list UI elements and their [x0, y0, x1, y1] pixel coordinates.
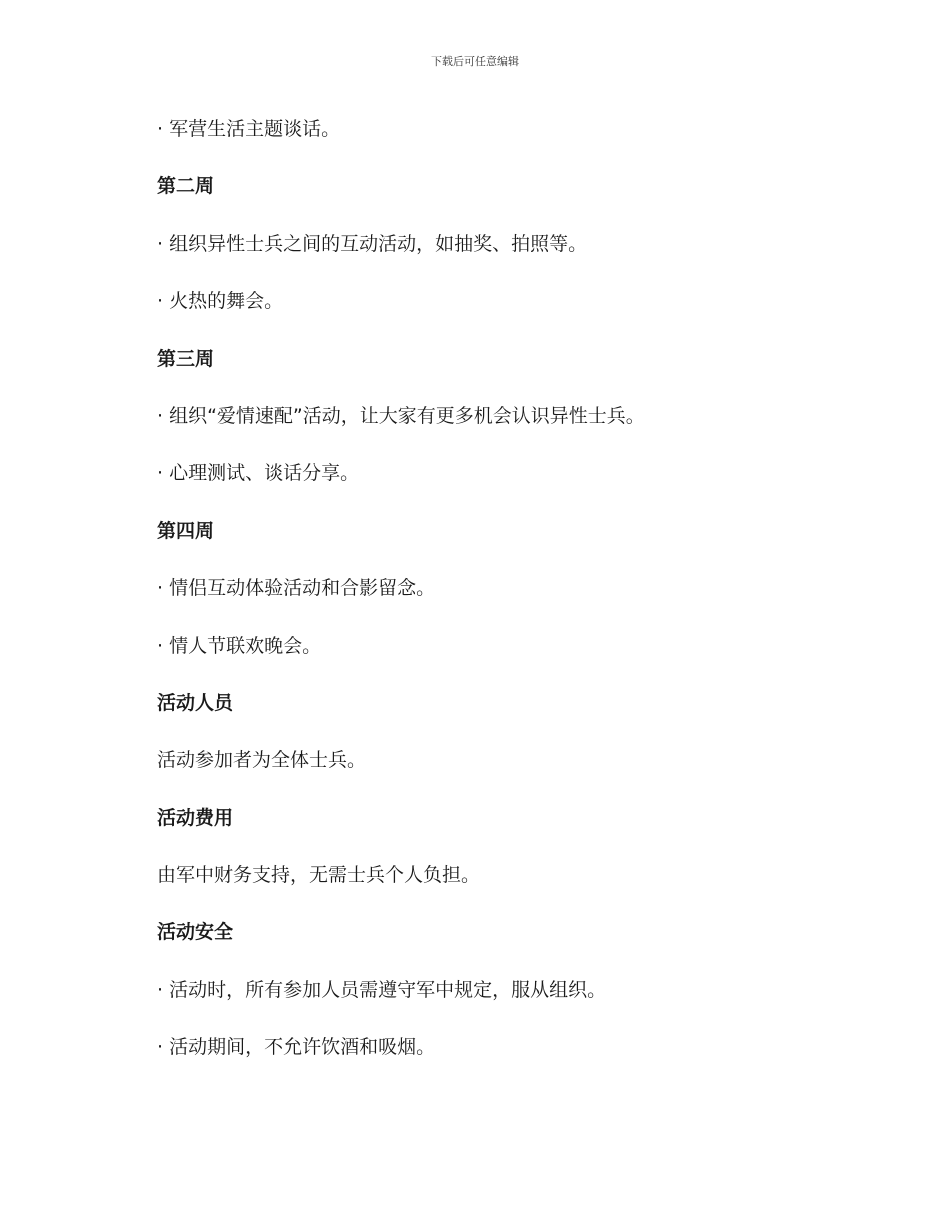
section-heading-week-4: 第四周: [157, 519, 215, 542]
bullet-item: · 活动期间，不允许饮酒和吸烟。: [157, 1036, 436, 1059]
bullet-item: · 心理测试、谈话分享。: [157, 462, 360, 485]
document-body: [157, 113, 857, 1089]
section-heading-week-2: 第二周: [157, 175, 215, 198]
bullet-item: · 组织“爱情速配”活动，让大家有更多机会认识异性士兵。: [157, 404, 645, 427]
paragraph: 活动参加者为全体士兵。: [157, 749, 367, 772]
paragraph: 由军中财务支持，无需士兵个人负担。: [157, 864, 481, 887]
bullet-item: · 情侣互动体验活动和合影留念。: [157, 577, 436, 600]
bullet-item: · 情人节联欢晚会。: [157, 634, 322, 657]
section-heading-week-3: 第三周: [157, 347, 215, 370]
section-heading-cost: 活动费用: [157, 806, 234, 829]
bullet-item: · 组织异性士兵之间的互动活动，如抽奖、拍照等。: [157, 232, 588, 255]
bullet-item: · 军营生活主题谈话。: [157, 118, 341, 140]
bullet-item: · 火热的舞会。: [157, 290, 284, 313]
section-heading-participants: 活动人员: [157, 691, 234, 714]
bullet-item: · 活动时，所有参加人员需遵守军中规定，服从组织。: [157, 978, 607, 1001]
section-heading-safety: 活动安全: [157, 921, 234, 944]
page-header-note: 下载后可任意编辑: [431, 55, 519, 68]
